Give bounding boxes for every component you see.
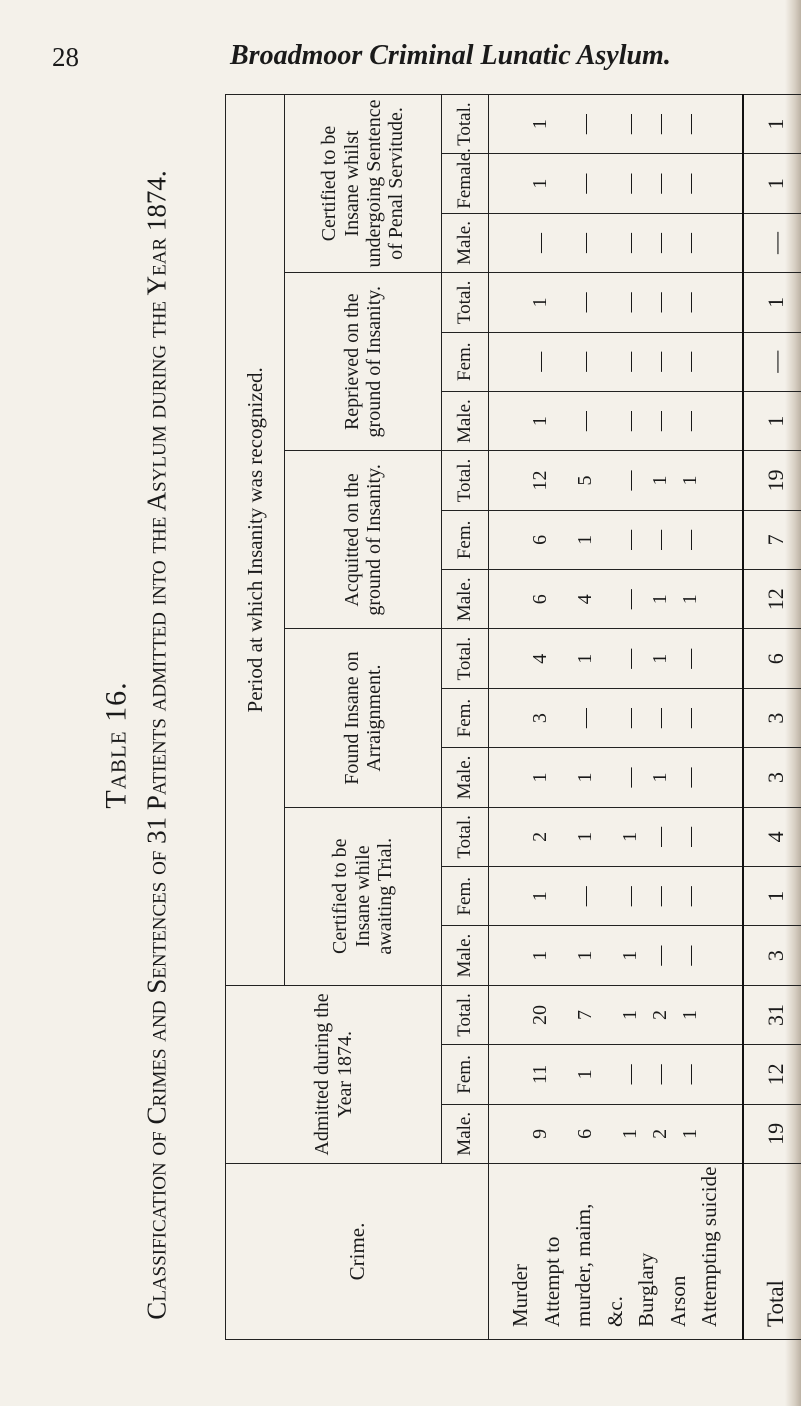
cell-value: 1	[679, 594, 702, 605]
col-awaiting-fem	[489, 867, 743, 926]
total-servitude-male: —	[743, 213, 801, 272]
crime-list	[489, 1164, 743, 1340]
group-header-admitted: Admitted during the Year 1874.	[226, 985, 442, 1163]
cell-value: 6	[529, 534, 552, 545]
cell-value: —	[679, 945, 702, 966]
table-number: Table 16.	[99, 681, 133, 809]
group-header-arraignment: Found Insane on Arraignment.	[285, 629, 442, 807]
subheader-reprieved-total: Total.	[442, 273, 489, 332]
cell-value: —	[619, 529, 642, 550]
cell-value: 2	[529, 831, 552, 842]
subheader-servitude-male: Male.	[442, 213, 489, 272]
subheader-servitude-total: Total.	[442, 94, 489, 153]
total-awaiting-male: 3	[743, 926, 801, 985]
cell-value: 2	[649, 1010, 672, 1021]
col-admitted-fem	[489, 1045, 743, 1104]
cell-value: 1	[619, 950, 642, 961]
cell-value: 1	[649, 594, 672, 605]
cell-value: —	[619, 708, 642, 729]
cell-value: 1	[679, 1010, 702, 1021]
col-acquitted-fem	[489, 510, 743, 569]
crime-column-header: Crime.	[226, 1164, 489, 1340]
subheader-arraignment-fem: Fem.	[442, 688, 489, 747]
cell-value: —	[649, 351, 672, 372]
table-title: Classification of Crimes and Sentences of 31 Patients admitted into the Asylum during the Year 1874.	[141, 170, 172, 1320]
cell-value: —	[619, 232, 642, 253]
cell-value: —	[574, 886, 597, 907]
col-arraignment-male	[489, 748, 743, 807]
subheader-arraignment-total: Total.	[442, 629, 489, 688]
cell-value: —	[574, 411, 597, 432]
col-admitted-total	[489, 985, 743, 1044]
cell-value: —	[679, 529, 702, 550]
cell-value: —	[574, 708, 597, 729]
col-servitude-female	[489, 154, 743, 213]
cell-value: —	[679, 232, 702, 253]
group-header-acquitted: Acquitted on the ground of Insanity.	[285, 451, 442, 629]
total-label: Total	[743, 1164, 801, 1340]
cell-value: —	[619, 648, 642, 669]
cell-value: 1	[574, 772, 597, 783]
col-reprieved-male	[489, 391, 743, 450]
total-acquitted-fem: 7	[743, 510, 801, 569]
cell-value: 11	[529, 1064, 552, 1085]
cell-value: —	[619, 114, 642, 135]
cell-value: 1	[619, 1128, 642, 1139]
cell-value: —	[529, 232, 552, 253]
cell-value: —	[679, 826, 702, 847]
crime-attempting-suicide: Attempting suicide	[697, 1166, 721, 1327]
cell-value: —	[574, 173, 597, 194]
cell-value: —	[574, 114, 597, 135]
cell-value: 1	[529, 119, 552, 130]
col-arraignment-total	[489, 629, 743, 688]
crime-murder: Murder	[508, 1264, 532, 1327]
cell-value: —	[619, 173, 642, 194]
cell-value: —	[679, 708, 702, 729]
col-admitted-male	[489, 1104, 743, 1163]
cell-value: —	[619, 292, 642, 313]
cell-value: —	[679, 292, 702, 313]
table-caption	[86, 100, 186, 1390]
cell-value: 2	[649, 1128, 672, 1139]
cell-value: 1	[619, 1010, 642, 1021]
cell-value: —	[679, 648, 702, 669]
subheader-admitted-total: Total.	[442, 985, 489, 1044]
total-awaiting-total: 4	[743, 807, 801, 866]
cell-value: —	[649, 173, 672, 194]
total-arraignment-total: 6	[743, 629, 801, 688]
cell-value: —	[649, 708, 672, 729]
group-header-penal-servitude: Certified to be Insane whilst undergoing Sentence of Penal Servitude.	[285, 94, 442, 272]
cell-value: 6	[574, 1128, 597, 1139]
cell-value: 1	[574, 534, 597, 545]
cell-value: 1	[619, 831, 642, 842]
total-reprieved-male: 1	[743, 391, 801, 450]
cell-value: 1	[574, 831, 597, 842]
cell-value: —	[679, 114, 702, 135]
cell-value: —	[649, 529, 672, 550]
cell-value: —	[619, 411, 642, 432]
cell-value: 9	[529, 1128, 552, 1139]
total-reprieved-total: 1	[743, 273, 801, 332]
group-header-awaiting-trial: Certified to be Insane while awaiting Trial.	[285, 807, 442, 985]
total-admitted-fem: 12	[743, 1045, 801, 1104]
cell-value: 1	[529, 891, 552, 902]
cell-value: 6	[529, 594, 552, 605]
cell-value: 1	[529, 950, 552, 961]
rotated-table-container	[225, 95, 795, 1340]
cell-value: 12	[529, 470, 552, 491]
subheader-awaiting-male: Male.	[442, 926, 489, 985]
col-servitude-male	[489, 213, 743, 272]
col-awaiting-total	[489, 807, 743, 866]
cell-value: 3	[529, 713, 552, 724]
page-number: 28	[52, 42, 79, 72]
cell-value: —	[619, 470, 642, 491]
total-reprieved-fem: —	[743, 332, 801, 391]
cell-value: 1	[574, 653, 597, 664]
total-servitude-total: 1	[743, 94, 801, 153]
cell-value: 1	[649, 475, 672, 486]
cell-value: 1	[679, 475, 702, 486]
classification-table	[225, 94, 801, 1340]
cell-value: 1	[574, 950, 597, 961]
cell-value: —	[649, 826, 672, 847]
cell-value: —	[679, 886, 702, 907]
cell-value: —	[649, 1064, 672, 1085]
total-acquitted-male: 12	[743, 570, 801, 629]
total-awaiting-fem: 1	[743, 867, 801, 926]
total-arraignment-fem: 3	[743, 688, 801, 747]
cell-value: —	[574, 292, 597, 313]
cell-value: —	[679, 173, 702, 194]
cell-value: 4	[574, 594, 597, 605]
total-admitted-male: 19	[743, 1104, 801, 1163]
cell-value: —	[649, 411, 672, 432]
cell-value: —	[619, 767, 642, 788]
total-servitude-female: 1	[743, 154, 801, 213]
subheader-reprieved-male: Male.	[442, 391, 489, 450]
subheader-awaiting-fem: Fem.	[442, 867, 489, 926]
crime-arson: Arson	[665, 1275, 690, 1327]
cell-value: —	[619, 1064, 642, 1085]
cell-value: —	[649, 114, 672, 135]
col-reprieved-fem	[489, 332, 743, 391]
subheader-awaiting-total: Total.	[442, 807, 489, 866]
col-arraignment-fem	[489, 688, 743, 747]
col-acquitted-total	[489, 451, 743, 510]
cell-value: —	[574, 232, 597, 253]
subheader-reprieved-fem: Fem.	[442, 332, 489, 391]
subheader-servitude-female: Female.	[442, 154, 489, 213]
col-servitude-total	[489, 94, 743, 153]
cell-value: 5	[574, 475, 597, 486]
cell-value: 4	[529, 653, 552, 664]
subheader-acquitted-total: Total.	[442, 451, 489, 510]
cell-value: —	[649, 886, 672, 907]
total-admitted-total: 31	[743, 985, 801, 1044]
cell-value: 1	[529, 416, 552, 427]
cell-value: 1	[529, 178, 552, 189]
col-awaiting-male	[489, 926, 743, 985]
cell-value: 1	[679, 1128, 702, 1139]
crime-burglary: Burglary	[634, 1252, 658, 1327]
cell-value: 1	[529, 772, 552, 783]
col-acquitted-male	[489, 570, 743, 629]
cell-value: 1	[649, 653, 672, 664]
subheader-arraignment-male: Male.	[442, 748, 489, 807]
cell-value: 20	[529, 1005, 552, 1026]
subheader-acquitted-male: Male.	[442, 570, 489, 629]
cell-value: 7	[574, 1010, 597, 1021]
cell-value: —	[619, 589, 642, 610]
total-acquitted-total: 19	[743, 451, 801, 510]
col-reprieved-total	[489, 273, 743, 332]
total-row	[743, 94, 801, 1339]
group-header-reprieved: Reprieved on the ground of Insanity.	[285, 273, 442, 451]
subheader-admitted-fem: Fem.	[442, 1045, 489, 1104]
period-header: Period at which Insanity was recognized.	[226, 94, 285, 985]
total-arraignment-male: 3	[743, 748, 801, 807]
cell-value: —	[619, 886, 642, 907]
cell-value: —	[649, 945, 672, 966]
cell-value: —	[649, 232, 672, 253]
running-head: Broadmoor Criminal Lunatic Asylum.	[230, 40, 671, 71]
cell-value: 1	[574, 1069, 597, 1080]
cell-value: —	[529, 351, 552, 372]
subheader-admitted-male: Male.	[442, 1104, 489, 1163]
cell-value: —	[649, 292, 672, 313]
cell-value: —	[679, 411, 702, 432]
cell-value: 1	[649, 772, 672, 783]
crime-attempt-to-murder: Attempt to murder, maim, &c.	[539, 1203, 627, 1327]
cell-value: —	[679, 767, 702, 788]
cell-value: —	[679, 351, 702, 372]
cell-value: —	[679, 1064, 702, 1085]
cell-value: —	[619, 351, 642, 372]
cell-value: —	[574, 351, 597, 372]
subheader-acquitted-fem: Fem.	[442, 510, 489, 569]
cell-value: 1	[529, 297, 552, 308]
